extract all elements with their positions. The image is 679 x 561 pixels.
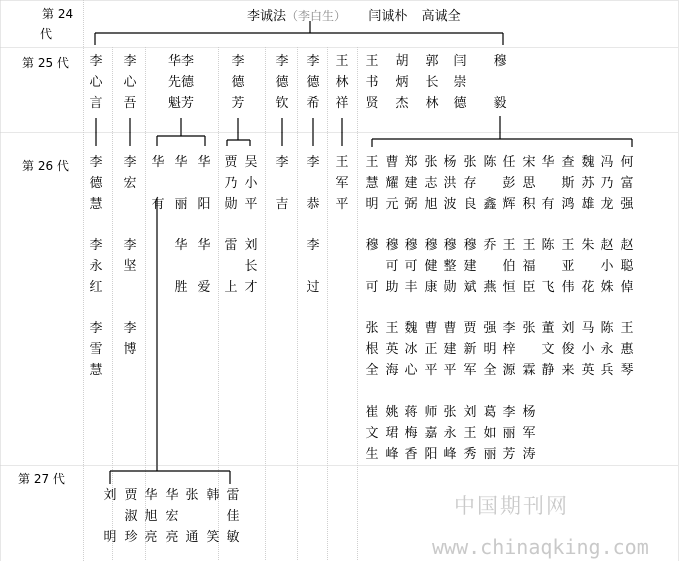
gen26-group-person: 王 慧 明 xyxy=(365,155,379,212)
gen26-group-person: 杨 军 涛 xyxy=(522,405,536,462)
gen26-col3-person: 华 有 xyxy=(151,155,165,212)
gen27-person: 张 通 xyxy=(185,488,199,545)
gen26-group-person: 何 富 强 xyxy=(620,155,634,212)
gen26-col1-person: 李 雪 慧 xyxy=(89,321,103,378)
gen26-group-person: 张 霖 xyxy=(522,321,536,378)
gen26-group-person: 董 文 静 xyxy=(541,321,555,378)
gen24-name3: 高诚全 xyxy=(421,9,461,24)
gen26-col4-person: 吴 小 平 xyxy=(244,155,258,212)
gen25-person-c2: 李 心 吾 xyxy=(123,54,137,111)
gen26-group-person: 曹 正 平 xyxy=(424,321,438,378)
gen25-person-c3a: 华李 先德 魁芳 xyxy=(167,54,194,111)
gen26-group-person: 赵 小 姝 xyxy=(600,238,614,295)
gen26-group-person: 任 彭 辉 xyxy=(502,155,516,212)
gen26-col2-person: 李 坚 xyxy=(123,238,137,274)
gen26-group-person: 王 惠 琴 xyxy=(620,321,634,378)
gen26-group-person: 魏 冰 心 xyxy=(404,321,418,378)
gen26-group-person: 穆 可 助 xyxy=(385,238,399,295)
gen26-group-person: 李 梓 源 xyxy=(502,321,516,378)
gen26-group-person: 陈 飞 xyxy=(541,238,555,295)
gen26-col2-person: 李 博 xyxy=(123,321,137,357)
gen26-group-person: 张 根 全 xyxy=(365,321,379,378)
gen24-note-close: ） xyxy=(334,9,347,23)
gen25-person-c10: 郭 长 林 xyxy=(425,54,439,111)
gen24-row xyxy=(247,5,461,24)
gen26-col3-person: 华 阳 xyxy=(197,155,211,212)
gen26-group-person: 乔 燕 xyxy=(483,238,497,295)
gen26-group-person: 葛 如 丽 xyxy=(483,405,497,462)
gen26-group-person: 杨 洪 波 xyxy=(443,155,457,212)
gen25-person-c12: 穆 毅 xyxy=(493,54,507,111)
gen27-label: 第 27 代 xyxy=(18,472,65,486)
gen25-person-c5: 李 德 钦 xyxy=(275,54,289,111)
gen26-label: 第 26 代 xyxy=(22,159,69,173)
gen26-group-person: 刘 俊 来 xyxy=(561,321,575,378)
gen25-person-c8: 王 书 贤 xyxy=(365,54,379,111)
gen26-group-person: 张 志 旭 xyxy=(424,155,438,212)
gen26-group-person: 曹 耀 元 xyxy=(385,155,399,212)
gen26-group-person: 华 有 xyxy=(541,155,555,212)
gen24-note-open: （ xyxy=(286,9,299,23)
gen26-group-person: 王 亚 伟 xyxy=(561,238,575,295)
gen26-group-person: 郑 建 弼 xyxy=(404,155,418,212)
gen25-person-c6: 李 德 希 xyxy=(306,54,320,111)
gen26-group-person: 王 英 海 xyxy=(385,321,399,378)
gen25-person-c1: 李 心 言 xyxy=(89,54,103,111)
gen27-person: 雷 佳 敏 xyxy=(226,488,240,545)
gen24-label-line1: 第 24 xyxy=(42,7,74,21)
gen27-person: 刘 明 xyxy=(103,488,117,545)
gen25-person-c4: 李 德 芳 xyxy=(231,54,245,111)
gen26-group-person: 王 福 臣 xyxy=(522,238,536,295)
gen26-group-person: 陈 永 兵 xyxy=(600,321,614,378)
gen26-col3-person: 华 丽 xyxy=(174,155,188,212)
gen25-person-c11: 闫 崇 德 xyxy=(453,54,467,111)
gen26-group-person: 强 明 全 xyxy=(483,321,497,378)
gen27-person: 华 宏 亮 xyxy=(165,488,179,545)
gen26-col2-person: 李 宏 xyxy=(123,155,137,191)
gen26-group-person: 刘 王 秀 xyxy=(463,405,477,462)
gen24-name2: 闫诚朴 xyxy=(368,9,408,24)
gen26-group-person: 陈 鑫 xyxy=(483,155,497,212)
gen25-label: 第 25 代 xyxy=(22,56,69,70)
gen26-group-person: 穆 健 康 xyxy=(424,238,438,295)
gen27-person: 贾 淑 珍 xyxy=(124,488,138,545)
gen26-group-person: 崔 文 生 xyxy=(365,405,379,462)
gen26-group-person: 宋 思 积 xyxy=(522,155,536,212)
gen27-person: 韩 笑 xyxy=(206,488,220,545)
gen25-person-c9: 胡 炳 杰 xyxy=(395,54,409,111)
gen24-label-line2: 代 xyxy=(40,27,53,41)
gen26-group-person: 姚 珺 峰 xyxy=(385,405,399,462)
gen26-group-person: 师 嘉 阳 xyxy=(424,405,438,462)
gen26-group-person: 穆 建 斌 xyxy=(463,238,477,295)
gen26-group-person: 穆 整 勋 xyxy=(443,238,457,295)
gen26-group-person: 曹 建 平 xyxy=(443,321,457,378)
gen26-col1-person: 李 德 慧 xyxy=(89,155,103,212)
gen24-main-name: 李诚法 xyxy=(247,9,287,24)
gen26-group-person: 马 小 英 xyxy=(581,321,595,378)
gen26-group-person: 王 伯 恒 xyxy=(502,238,516,295)
gen26-group-person: 魏 苏 雄 xyxy=(581,155,595,212)
gen26-group-person: 张 存 良 xyxy=(463,155,477,212)
gen26-col7-person: 王 军 平 xyxy=(335,155,349,212)
gen27-person: 华 旭 亮 xyxy=(144,488,158,545)
gen26-group-person: 贾 新 军 xyxy=(463,321,477,378)
gen26-group-person: 穆 可 丰 xyxy=(404,238,418,295)
gen26-col4b-person: 刘 长 才 xyxy=(244,238,258,295)
gen26-group-person: 冯 乃 龙 xyxy=(600,155,614,212)
gen25-person-c7: 王 林 祥 xyxy=(335,54,349,111)
watermark-url: www.chinaqking.com xyxy=(432,535,649,559)
gen26-col6b-person: 李 过 xyxy=(306,238,320,295)
gen26-group-person: 张 永 峰 xyxy=(443,405,457,462)
gen26-group-person: 穆 可 xyxy=(365,238,379,295)
gen26-group-person: 查 斯 鸿 xyxy=(561,155,575,212)
gen26-group-person: 蒋 梅 香 xyxy=(404,405,418,462)
gen26-col4b-person: 雷 上 xyxy=(224,238,238,295)
watermark-cn: 中国期刊网 xyxy=(454,494,569,518)
gen26-group-person: 赵 聪 倬 xyxy=(620,238,634,295)
gen26-col6-person: 李 恭 xyxy=(306,155,320,212)
gen26-col3b-person: 华 胜 xyxy=(174,238,188,295)
gen26-col1-person: 李 永 红 xyxy=(89,238,103,295)
gen24-note: 李白生 xyxy=(298,9,335,23)
gen26-col5-person: 李 吉 xyxy=(275,155,289,212)
gen26-group-person: 朱 花 xyxy=(581,238,595,295)
gen26-group-person: 李 丽 芳 xyxy=(502,405,516,462)
gen26-col4-person: 贾 乃 勋 xyxy=(224,155,238,212)
gen26-col3b-person: 华 爱 xyxy=(197,238,211,295)
